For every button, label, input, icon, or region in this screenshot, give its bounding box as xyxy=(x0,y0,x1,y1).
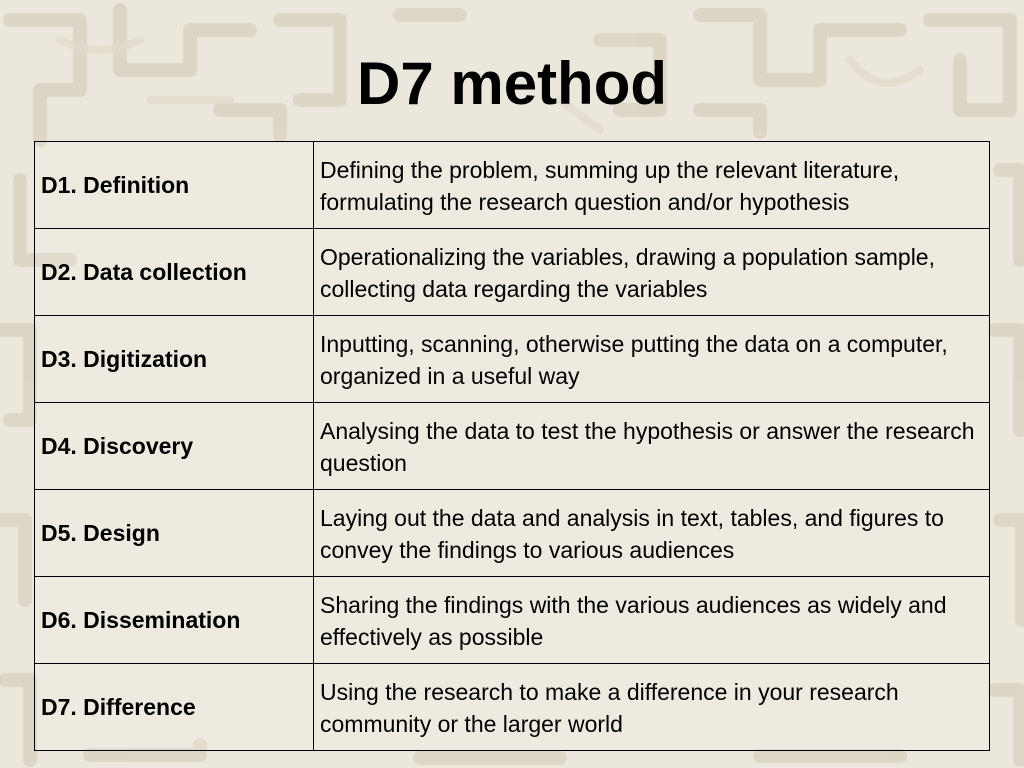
step-name: D4. Discovery xyxy=(35,403,314,490)
slide-title: D7 method xyxy=(356,50,668,117)
table-row xyxy=(35,229,990,316)
step-description: Defining the problem, summing up the relevant literature, formulating the research question and/or hypothesis xyxy=(314,142,990,229)
table-row xyxy=(35,490,990,577)
table-row xyxy=(35,664,990,751)
step-description: Laying out the data and analysis in text, tables, and figures to convey the findings to various audiences xyxy=(314,490,990,577)
step-description: Using the research to make a difference in your research community or the larger world xyxy=(314,664,990,751)
step-description: Operationalizing the variables, drawing a population sample, collecting data regarding the variables xyxy=(314,229,990,316)
step-name: D3. Digitization xyxy=(35,316,314,403)
table-row xyxy=(35,577,990,664)
step-name: D7. Difference xyxy=(35,664,314,751)
step-description: Sharing the findings with the various audiences as widely and effectively as possible xyxy=(314,577,990,664)
step-name: D2. Data collection xyxy=(35,229,314,316)
step-name: D6. Dissemination xyxy=(35,577,314,664)
table-row xyxy=(35,142,990,229)
d7-method-table xyxy=(34,141,990,751)
step-description: Inputting, scanning, otherwise putting the data on a computer, organized in a useful way xyxy=(314,316,990,403)
step-name: D5. Design xyxy=(35,490,314,577)
table-row xyxy=(35,316,990,403)
table-row xyxy=(35,403,990,490)
step-name: D1. Definition xyxy=(35,142,314,229)
step-description: Analysing the data to test the hypothesis or answer the research question xyxy=(314,403,990,490)
